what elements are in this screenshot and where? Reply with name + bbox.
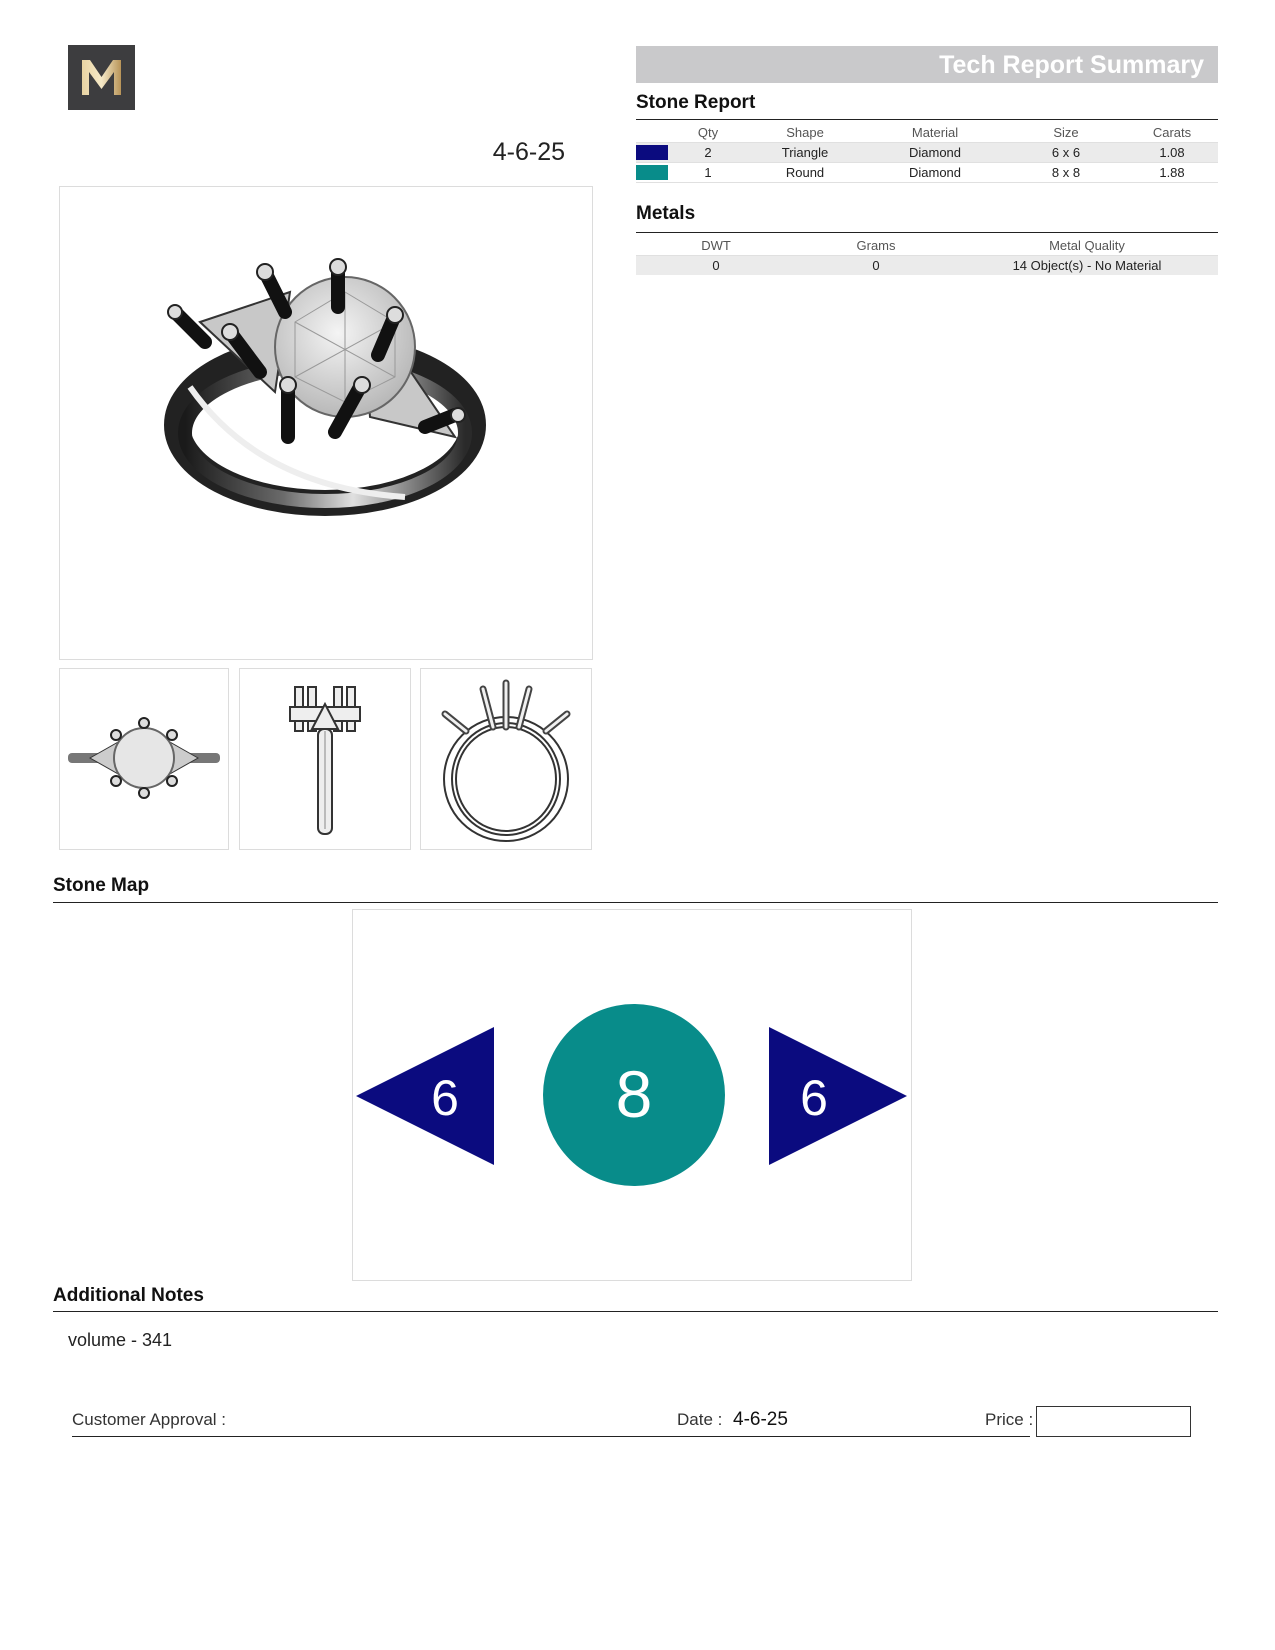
col-qty: Qty [697, 124, 719, 140]
table-row [636, 256, 1218, 276]
col-carats: Carats [1152, 124, 1192, 140]
ring-perspective-image [60, 187, 592, 659]
price-field[interactable] [1036, 1406, 1191, 1437]
stone-map-title: Stone Map [53, 875, 150, 896]
round-stone-label: 8 [615, 1057, 653, 1131]
cell-shape: Round [746, 163, 864, 183]
cell-material: Diamond [864, 163, 1006, 183]
price-label: Price : [985, 1410, 1034, 1429]
cell-qty: 2 [670, 143, 746, 163]
company-logo [68, 45, 135, 110]
stone-report-rule [636, 119, 1218, 120]
customer-approval-label: Customer Approval : [72, 1410, 227, 1429]
color-swatch [636, 165, 668, 180]
col-size: Size [1053, 124, 1079, 140]
notes-rule [53, 1311, 1218, 1312]
stone-report-header-row [636, 122, 1218, 143]
triangle-stone-left-label: 6 [431, 1070, 459, 1126]
cell-size: 8 x 8 [1006, 163, 1126, 183]
report-title-bar [636, 46, 1218, 83]
cell-carats: 1.08 [1126, 143, 1218, 163]
ring-top-view-image [60, 669, 228, 849]
ring-top-view [59, 668, 229, 850]
cell-shape: Triangle [746, 143, 864, 163]
stone-map-diagram [353, 910, 911, 1280]
notes-title: Additional Notes [53, 1285, 204, 1306]
ring-perspective-render [59, 186, 593, 660]
report-date: 4-6-25 [492, 138, 565, 166]
m-logo-icon [68, 45, 135, 110]
date-value: 4-6-25 [733, 1409, 788, 1430]
cell-metal-quality: 14 Object(s) - No Material [956, 256, 1218, 276]
stone-report-table [636, 122, 1218, 183]
stone-map-canvas [352, 909, 912, 1281]
col-metal-quality: Metal Quality [1049, 237, 1125, 253]
metals-header-row [636, 235, 1218, 256]
ring-front-view [420, 668, 592, 850]
triangle-stone-right-label: 6 [800, 1070, 828, 1126]
table-row [636, 163, 1218, 183]
cell-dwt: 0 [636, 256, 796, 276]
stone-map-rule [53, 902, 1218, 903]
cell-material: Diamond [864, 143, 1006, 163]
cell-grams: 0 [796, 256, 956, 276]
date-label: Date : [677, 1410, 723, 1429]
color-swatch [636, 145, 668, 160]
ring-side-view [239, 668, 411, 850]
table-row [636, 143, 1218, 163]
stone-report-title: Stone Report [636, 92, 756, 113]
col-shape: Shape [786, 124, 824, 140]
col-material: Material [911, 124, 959, 140]
metals-table [636, 235, 1218, 275]
triangle-stone-left [356, 1027, 494, 1165]
approval-signature-line [72, 1436, 1030, 1437]
cell-carats: 1.88 [1126, 163, 1218, 183]
metals-title: Metals [636, 203, 696, 224]
report-title: Tech Report Summary [939, 51, 1204, 79]
triangle-stone-right [769, 1027, 907, 1165]
metals-rule [636, 232, 1218, 233]
ring-side-view-image [240, 669, 410, 849]
cell-size: 6 x 6 [1006, 143, 1126, 163]
notes-text: volume - 341 [68, 1330, 173, 1350]
col-dwt: DWT [701, 237, 731, 253]
cell-qty: 1 [670, 163, 746, 183]
ring-front-view-image [421, 669, 591, 849]
col-grams: Grams [856, 237, 896, 253]
